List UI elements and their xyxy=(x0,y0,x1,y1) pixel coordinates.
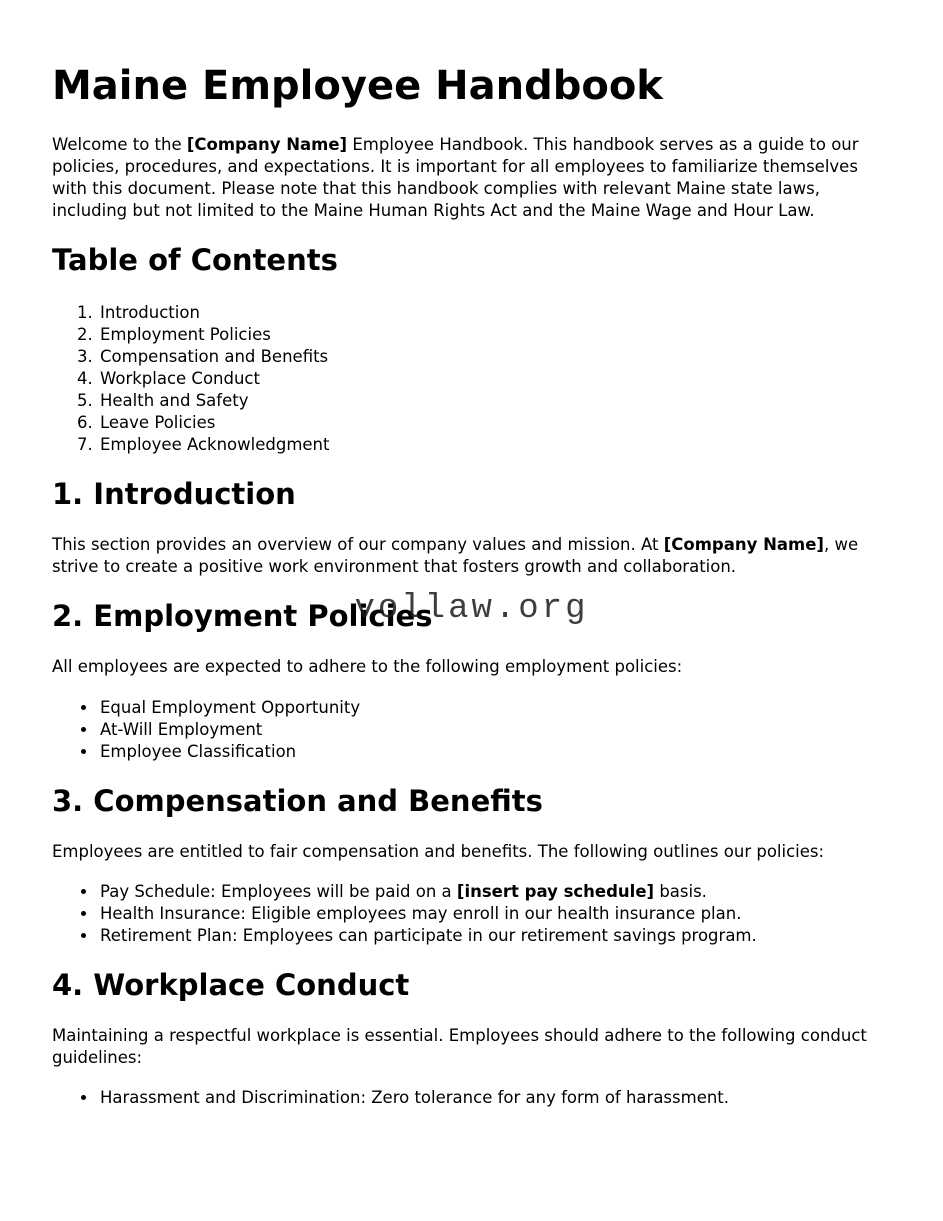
section-1-paragraph: This section provides an overview of our company values and mission. At [Company Name], we strive to create a positive work environment that fosters growth and collaboration. xyxy=(52,535,859,576)
toc-item-employment-policies: 2. Employment Policies xyxy=(98,324,891,346)
list-item: • Equal Employment Opportunity xyxy=(98,697,891,719)
section-1-heading: 1. Introduction xyxy=(52,477,296,511)
intro-paragraph: Welcome to the [Company Name] Employee Handbook. This handbook serves as a guide to our policies, procedures, and expectations. It is important for all employees to familiarize themselves with this document. Please note that this handbook complies with relevant Maine state laws, including but not limited to the Maine Human Rights Act and the Maine Wage and Hour Law. xyxy=(52,135,859,220)
section-4-heading: 4. Workplace Conduct xyxy=(52,968,410,1002)
section-3-bullet-list xyxy=(52,881,891,947)
list-item: • Retirement Plan: Employees can participate in our retirement savings program. xyxy=(98,925,891,947)
list-item: • Health Insurance: Eligible employees may enroll in our health insurance plan. xyxy=(98,903,891,925)
toc-item-leave-policies: 6. Leave Policies xyxy=(98,412,891,434)
list-item: • Harassment and Discrimination: Zero tolerance for any form of harassment. xyxy=(98,1087,891,1109)
section-3-paragraph: Employees are entitled to fair compensation and benefits. The following outlines our policies: xyxy=(52,842,825,861)
list-item: • At-Will Employment xyxy=(98,719,891,741)
toc-item-workplace-conduct: 4. Workplace Conduct xyxy=(98,368,891,390)
section-3-heading: 3. Compensation and Benefits xyxy=(52,784,543,818)
section-4-paragraph: Maintaining a respectful workplace is essential. Employees should adhere to the following conduct guidelines: xyxy=(52,1026,867,1067)
section-2-heading: 2. Employment Policies xyxy=(52,599,433,633)
page-title: Maine Employee Handbook xyxy=(52,63,663,109)
section-2-paragraph: All employees are expected to adhere to the following employment policies: xyxy=(52,657,683,676)
toc-item-introduction: 1. Introduction xyxy=(98,302,891,324)
toc-item-compensation-benefits: 3. Compensation and Benefits xyxy=(98,346,891,368)
watermark: vollaw.org xyxy=(354,590,589,628)
section-2-bullet-list xyxy=(52,697,891,763)
list-item: • Pay Schedule: Employees will be paid on a [insert pay schedule] basis. xyxy=(98,881,891,903)
toc-item-employee-acknowledgment: 7. Employee Acknowledgment xyxy=(98,434,891,456)
toc-list xyxy=(52,302,891,456)
section-4-bullet-list xyxy=(52,1087,891,1109)
toc-heading: Table of Contents xyxy=(52,243,338,277)
list-item: • Employee Classification xyxy=(98,741,891,763)
toc-item-health-safety: 5. Health and Safety xyxy=(98,390,891,412)
